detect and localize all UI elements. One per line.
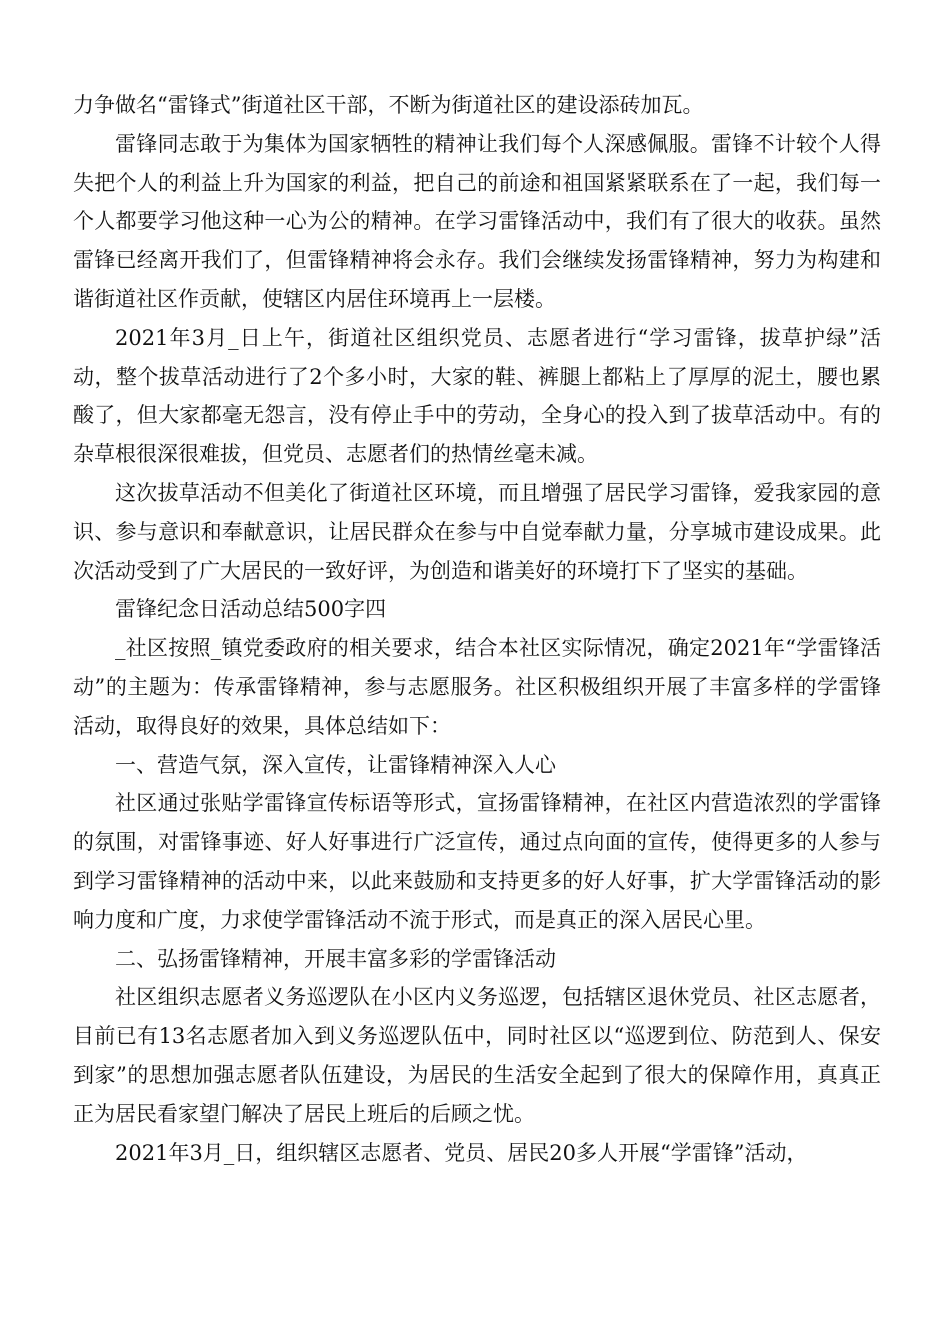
- paragraph-6: 社区通过张贴学雷锋宣传标语等形式，宣扬雷锋精神，在社区内营造浓烈的学雷锋的氛围，对雷锋事迹、好人好事进行广泛宣传，通过点向面的宣传，使得更多的人参与到学习雷锋精神的活动中来，以此来鼓励和支持更多的好人好事，扩大学雷锋活动的影响力度和广度，力求使学雷锋活动不流于形式，而是真正的深入居民心里。: [73, 791, 881, 932]
- paragraph-4: 这次拔草活动不但美化了街道社区环境，而且增强了居民学习雷锋，爱我家园的意识、参与意识和奉献意识，让居民群众在参与中自觉奉献力量，分享城市建设成果。此次活动受到了广大居民的一致好评，为创造和谐美好的环境打下了坚实的基础。: [73, 480, 881, 583]
- paragraph-5: _社区按照_镇党委政府的相关要求，结合本社区实际情况，确定2021年“学雷锋活动”的主题为：传承雷锋精神，参与志愿服务。社区积极组织开展了丰富多样的学雷锋活动，取得良好的效果，具体总结如下：: [73, 636, 881, 738]
- paragraph-7: 社区组织志愿者义务巡逻队在小区内义务巡逻，包括辖区退休党员、社区志愿者，目前已有13名志愿者加入到义务巡逻队伍中，同时社区以“巡逻到位、防范到人、保安到家”的思想加强志愿者队伍建设，为居民的生活安全起到了很大的保障作用，真真正正为居民看家望门解决了居民上班后的后顾之忧。: [73, 985, 881, 1126]
- heading-one: 一、营造气氛，深入宣传，让雷锋精神深入人心: [115, 752, 556, 777]
- document-body: [73, 86, 881, 1172]
- paragraph-3: 2021年3月_日上午，街道社区组织党员、志愿者进行“学习雷锋，拔草护绿”活动，整个拔草活动进行了2个多小时，大家的鞋、裤腿上都粘上了厚厚的泥土，腰也累酸了，但大家都毫无怨言，没有停止手中的劳动，全身心的投入到了拔草活动中。有的杂草根很深很难拔，但党员、志愿者们的热情丝毫未减。: [73, 325, 881, 467]
- heading-two: 二、弘扬雷锋精神，开展丰富多彩的学雷锋活动: [115, 946, 556, 971]
- section-title: 雷锋纪念日活动总结500字四: [115, 597, 387, 622]
- paragraph-2: 雷锋同志敢于为集体为国家牺牲的精神让我们每个人深感佩服。雷锋不计较个人得失把个人的利益上升为国家的利益，把自己的前途和祖国紧紧联系在了一起，我们每一个人都要学习他这种一心为公的精神。在学习雷锋活动中，我们有了很大的收获。虽然雷锋已经离开我们了，但雷锋精神将会永存。我们会继续发扬雷锋精神，努力为构建和谐街道社区作贡献，使辖区内居住环境再上一层楼。: [73, 131, 881, 311]
- paragraph-1: 力争做名“雷锋式”街道社区干部，不断为街道社区的建设添砖加瓦。: [73, 93, 704, 117]
- paragraph-8: 2021年3月_日，组织辖区志愿者、党员、居民20多人开展“学雷锋”活动，: [115, 1140, 808, 1165]
